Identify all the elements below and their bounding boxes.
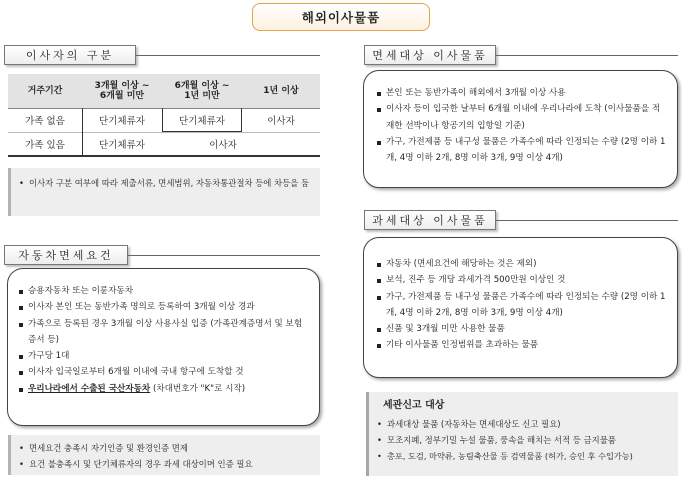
exempt-heading-rule xyxy=(496,55,678,56)
list-item: 가족으로 등록된 경우 3개월 이상 사용사실 입증 (가족관계증명서 및 보험증서 등) xyxy=(18,316,309,349)
table-row-label-with-family: 가족 있음 xyxy=(25,140,65,151)
list-item: 가구당 1대 xyxy=(18,348,309,364)
car-heading-rule xyxy=(128,255,320,256)
customs-heading: 세관신고 대상 xyxy=(383,400,445,411)
classification-heading: 이사자의 구분 xyxy=(4,45,136,65)
table-step-line xyxy=(82,108,83,156)
classification-table xyxy=(8,74,320,156)
table-cell: 단기체류자 xyxy=(179,116,225,127)
classification-note xyxy=(8,168,320,216)
table-cell: 단기체류자 xyxy=(99,140,145,151)
list-item: 가구, 가전제품 등 내구성 물품은 가족수에 따라 인정되는 수량 (2명 이하 1개, 4명 이하 2개, 8명 이하 3개, 9명 이상 4개) xyxy=(376,134,667,167)
table-step-line xyxy=(162,131,242,132)
note-item: • 모조지폐, 정부기밀 누설 물품, 풍속을 해치는 서적 등 금지물품 xyxy=(373,432,672,448)
note-item: • 총포, 도검, 마약류, 농림축산물 등 검역물품 (허가, 승인 후 수입가능) xyxy=(373,448,672,464)
list-item: 가구, 가전제품 등 내구성 물품은 가족수에 따라 인정되는 수량 (2명 이하 1개, 4명 이하 2개, 8명 이하 3개, 9명 이상 4개) xyxy=(376,289,667,322)
domestic-car-emphasis: 우리나라에서 수출된 국산자동차 xyxy=(28,383,151,394)
list-item: 보석, 진주 등 개당 과세가격 500만원 이상인 것 xyxy=(376,272,667,288)
exempt-heading: 면세대상 이사물품 xyxy=(364,45,496,65)
list-item xyxy=(18,381,309,397)
list-item: 이사자 등이 입국한 날부터 6개월 이내에 우리나라에 도착 (이사물품을 적재한 선박이나 항공기의 입항일 기준) xyxy=(376,101,667,134)
note-item: • 면세요건 충족시 자기인증 및 환경인증 면제 xyxy=(15,440,314,456)
table-cell: 이사자 xyxy=(209,140,237,151)
list-item: 이사자 본인 또는 동반가족 명의로 등록하여 3개월 이상 경과 xyxy=(18,299,309,315)
taxable-heading: 과세대상 이사물품 xyxy=(364,210,496,230)
table-header-period: 거주기간 xyxy=(8,74,82,108)
taxable-heading-rule xyxy=(496,220,678,221)
list-item: 자동차 (면세요건에 해당하는 것은 제외) xyxy=(376,256,667,272)
table-header-3to6: 3개월 이상 ~ 6개월 미만 xyxy=(82,74,162,108)
exempt-items-box xyxy=(363,70,678,188)
list-item: 본인 또는 동반가족이 해외에서 3개월 이상 사용 xyxy=(376,85,667,101)
list-item: 이사자 입국일로부터 6개월 이내에 국내 항구에 도착할 것 xyxy=(18,364,309,380)
car-notes xyxy=(8,435,320,475)
table-step-line xyxy=(162,108,163,132)
table-cell: 단기체류자 xyxy=(99,116,145,127)
list-item: 승용자동차 또는 이륜자동차 xyxy=(18,283,309,299)
car-requirements-box xyxy=(7,268,320,426)
note-item: • 이사자 구분 여부에 따라 제출서류, 면세범위, 자동차통관절차 등에 차등을 둠 xyxy=(15,176,314,191)
car-heading: 자동차면세요건 xyxy=(4,245,128,265)
table-cell: 이사자 xyxy=(267,116,295,127)
table-row-label-no-family: 가족 없음 xyxy=(25,116,65,127)
customs-box xyxy=(366,392,678,476)
table-rule xyxy=(8,155,320,157)
classification-heading-rule xyxy=(136,55,320,56)
table-header-6to12: 6개월 이상 ~ 1년 미만 xyxy=(162,74,242,108)
domestic-car-detail: (차대번호가 "K"로 시작) xyxy=(150,383,246,394)
note-item: • 요건 불충족시 및 단기체류자의 경우 과세 대상이며 인증 필요 xyxy=(15,456,314,472)
list-item: 기타 이사물품 인정범위를 초과하는 물품 xyxy=(376,337,667,353)
table-step-line xyxy=(241,108,242,132)
list-item: 신품 및 3개월 미만 사용한 물품 xyxy=(376,321,667,337)
page-title: 해외이사물품 xyxy=(252,3,430,31)
table-header-1year: 1년 이상 xyxy=(242,74,320,108)
table-rule xyxy=(8,108,320,109)
note-item: • 과세대상 물품 (자동차는 면세대상도 신고 필요) xyxy=(373,416,672,432)
taxable-items-box xyxy=(363,237,678,378)
